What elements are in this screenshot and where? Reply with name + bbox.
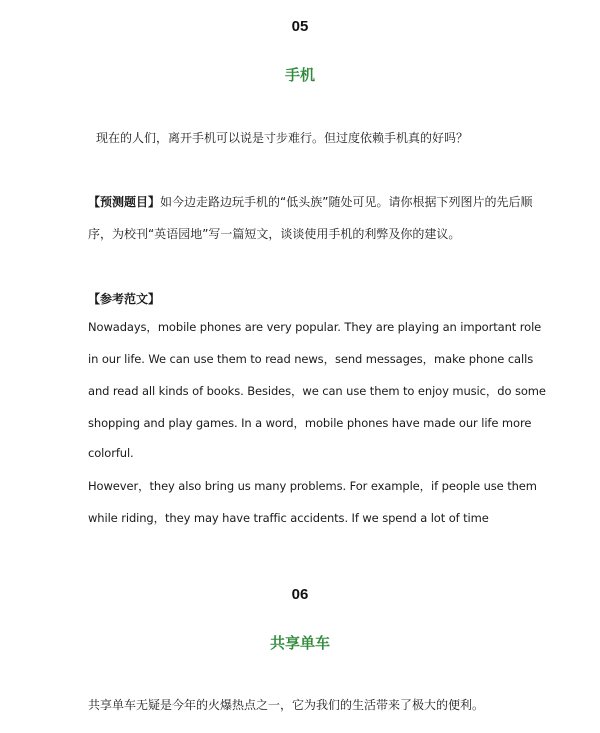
essay-line: and read all kinds of books. Besides，we can use them to enjoy music，do some <box>88 384 546 398</box>
sample-label-text: 【参考范文】 <box>88 292 161 306</box>
essay-line: shopping and play games. In a word，mobile phones have made our life more <box>88 416 532 430</box>
essay-line: while riding，they may have traffic accidents. If we spend a lot of time <box>88 511 489 525</box>
section-number-06: 06 <box>291 586 309 603</box>
section5-intro: 现在的人们，离开手机可以说是寸步难行。但过度依赖手机真的好吗？ <box>96 131 469 145</box>
prompt-line-2: 序，为校刊“英语园地”写一篇短文，谈谈使用手机的利弊及你的建议。 <box>88 227 461 241</box>
sample-label <box>88 290 160 307</box>
prompt-label: 【预测题目】 <box>88 195 161 209</box>
section-title-phone: 手机 <box>284 66 315 84</box>
section6-intro: 共享单车无疑是今年的火爆热点之一，它为我们的生活带来了极大的便利。 <box>88 698 485 712</box>
essay-line: in our life. We can use them to read news，send messages，make phone calls <box>88 352 534 366</box>
prompt-line-1 <box>88 193 532 210</box>
section-number-05: 05 <box>291 18 309 35</box>
essay-line: However，they also bring us many problems. For example，if people use them <box>88 479 537 493</box>
prompt-text-1: 如今边走路边玩手机的“低头族”随处可见。请你根据下列图片的先后顺 <box>160 195 533 209</box>
essay-line: colorful. <box>88 446 134 460</box>
essay-line: Nowadays，mobile phones are very popular. They are playing an important role <box>88 320 542 334</box>
section-title-shared-bike: 共享单车 <box>269 634 330 652</box>
